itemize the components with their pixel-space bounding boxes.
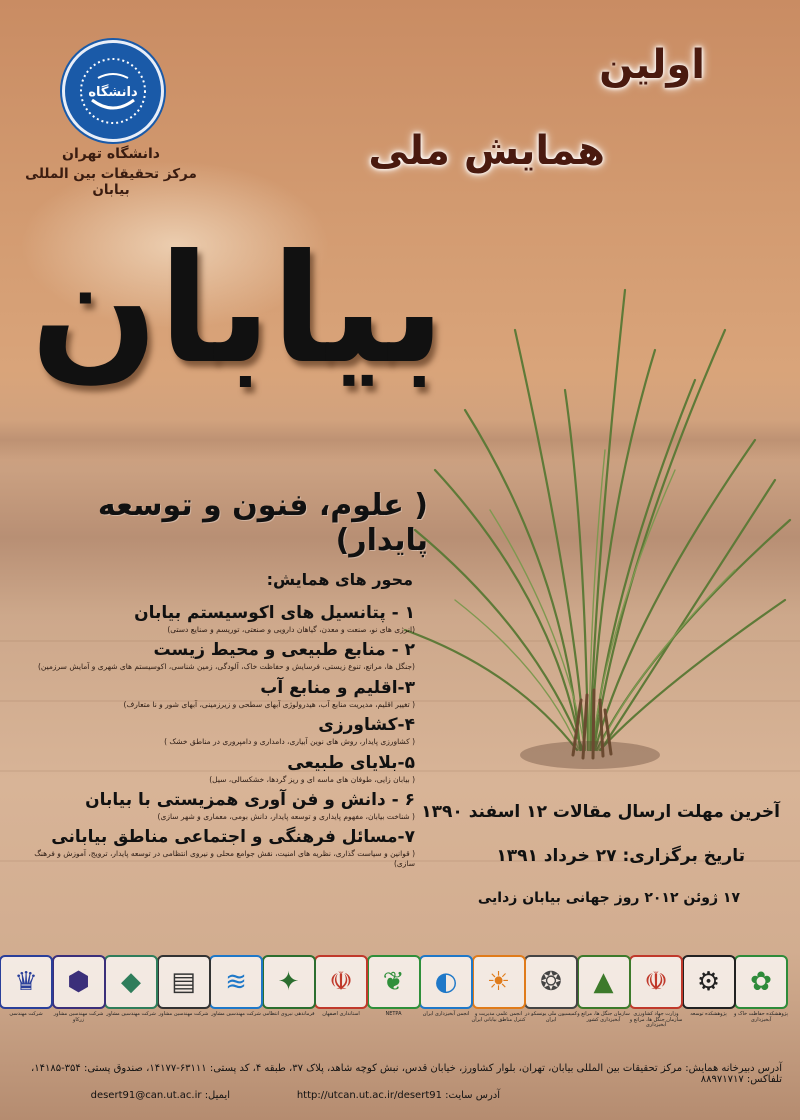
topic-item — [15, 715, 415, 746]
sponsor-caption: کمیسیون ملی یونسکو در ایران — [524, 1011, 578, 1023]
topic-description: ( تغییر اقلیم، مدیریت منابع آب، هیدرولوژی آبهای سطحی و زیرزمینی، آبهای شور و نا متعارف) — [123, 699, 415, 709]
desert-grass-illustration — [395, 270, 795, 790]
sponsor-caption: انجمن علمی مدیریت و کنترل مناطق بیابانی ایران — [471, 1011, 526, 1023]
topic-title: ۵-بلایای طبیعی — [287, 752, 415, 773]
sponsor-caption: شرکت مهندسین مشاور زرکاو — [53, 1011, 104, 1023]
sponsor-logo — [680, 955, 738, 1018]
sponsor-logo — [312, 955, 370, 1018]
topic-item — [15, 753, 415, 784]
sponsor-logo — [417, 955, 475, 1018]
netpa-icon: ❦ — [367, 955, 421, 1009]
center-name: مرکز تحقیقات بین المللی بیابان — [25, 166, 197, 198]
zarkav-emblem-icon: ⬢ — [52, 955, 106, 1009]
sponsor-caption: استانداری اصفهان — [322, 1011, 360, 1017]
landscape-emblem-icon: ▲ — [577, 955, 631, 1009]
submission-deadline: آخرین مهلت ارسال مقالات ۱۲ اسفند ۱۳۹۰ — [421, 802, 780, 822]
sponsor-caption: پژوهشکده حفاظت خاک و آبخیزداری — [734, 1011, 788, 1023]
footer-address: آدرس دبیرخانه همایش: مرکز تحقیقات بین المللی بیابان، تهران، بلوار کشاورز، خیابان قدس، نبش کوچه شاهد، پلاک ۳۷، طبقه ۴، کد پستی: ۶۳۱۱۱-۱۴۱۷۷، صندوق پستی: ۳۵۴-۱۴۱۸۵، تلفاکس: ۸۸۹۷۱۷۱۷ — [30, 1063, 782, 1085]
police-emblem-icon: ✦ — [262, 955, 316, 1009]
sponsor-logo — [0, 955, 55, 1018]
title-main: بیابان — [30, 223, 445, 397]
building-emblem-icon: ♛ — [0, 955, 53, 1009]
sponsor-caption: پژوهشکده توسعه — [690, 1011, 727, 1017]
university-logo-text: دانشگاه — [88, 85, 138, 100]
world-desert-day: ۱۷ ژوئن ۲۰۱۲ روز جهانی بیابان زدایی — [477, 890, 740, 906]
title-first: اولین — [599, 42, 705, 88]
footer-email — [91, 1090, 230, 1101]
topic-title: ۷-مسائل فرهنگی و اجتماعی مناطق بیابانی — [51, 827, 415, 848]
topic-title: ۲ - منابع طبیعی و محیط زیست — [153, 640, 415, 661]
sponsor-logo — [365, 955, 423, 1018]
stairs-emblem-icon: ▤ — [157, 955, 211, 1009]
topic-description: (جنگل ها، مراتع، تنوع زیستی، فرسایش و حفاظت خاک، آلودگی، زمین شناسی، اکوسیستم های شهری و آمایش سرزمین) — [37, 662, 415, 672]
sponsor-logo — [102, 955, 160, 1018]
sponsor-caption: NETPA — [385, 1011, 402, 1017]
sponsor-caption: شرکت مهندسین مشاور — [158, 1011, 209, 1017]
water-wave-icon: ≋ — [209, 955, 263, 1009]
topics-heading: محور های همایش: — [266, 570, 413, 589]
topic-description: ( بیابان زایی، طوفان های ماسه ای و ریز گردها، خشکسالی، سیل) — [209, 774, 415, 784]
university-name: دانشگاه تهران — [62, 146, 160, 162]
sponsor-logo — [627, 955, 685, 1029]
sponsor-caption: سازمان جنگل ها، مراتع و آبخیزداری کشور — [577, 1011, 630, 1023]
leaf-emblem-icon: ✿ — [734, 955, 788, 1009]
sponsor-logo — [732, 955, 790, 1023]
topic-title: ۱ - پتانسیل های اکوسیستم بیابان — [134, 603, 415, 623]
topics-section — [15, 570, 415, 874]
water-drop-icon: ◐ — [419, 955, 473, 1009]
sponsor-caption: شرکت مهندسین مشاور — [106, 1011, 156, 1017]
sponsor-logo — [155, 955, 213, 1018]
sponsor-logo — [575, 955, 633, 1023]
footer-site — [297, 1090, 500, 1101]
title-conference: همایش ملی — [368, 128, 605, 174]
email-label: ایمیل: — [204, 1090, 230, 1101]
university-logo — [62, 40, 164, 142]
sponsor-logo — [260, 955, 318, 1018]
sponsor-caption: شرکت مهندسین مشاور — [211, 1011, 261, 1017]
sponsor-logo — [207, 955, 265, 1018]
sponsor-caption: انجمن آبخیزداری ایران — [422, 1011, 470, 1017]
topic-item — [15, 827, 415, 868]
sponsor-logo — [470, 955, 528, 1023]
title-subtitle: ( علوم، فنون و توسعه پایدار) — [97, 488, 428, 558]
site-label: آدرس سایت: — [445, 1090, 500, 1101]
topic-description: ( کشاورزی پایدار، روش های نوین آبیاری، دامداری و دامپروری در مناطق خشک ) — [164, 737, 415, 747]
topic-item — [15, 678, 415, 709]
event-date: تاریخ برگزاری: ۲۷ خرداد ۱۳۹۱ — [496, 846, 745, 866]
topic-title: ۳-اقلیم و منابع آب — [260, 677, 415, 698]
site-link[interactable]: http://utcan.ut.ac.ir/desert91 — [296, 1090, 442, 1101]
un-emblem-icon: ❂ — [524, 955, 578, 1009]
sponsor-logo — [50, 955, 108, 1023]
iran-emblem-2-icon: ☫ — [314, 955, 368, 1009]
zagros-emblem-icon: ◆ — [104, 955, 158, 1009]
iran-emblem-icon: ☫ — [629, 955, 683, 1009]
sponsor-logo — [522, 955, 580, 1023]
sponsor-caption: وزارت جهاد کشاورزی سازمان جنگل ها، مراتع و آبخیزداری — [629, 1011, 683, 1028]
topic-item — [15, 603, 415, 634]
gear-emblem-icon: ⚙ — [682, 955, 736, 1009]
sponsor-caption: شرکت مهندسی — [9, 1011, 43, 1017]
desert-sun-icon: ☀ — [472, 955, 526, 1009]
topic-title: ۶ - دانش و فن آوری همزیستی با بیابان — [85, 789, 415, 810]
topic-description: ( قوانین و سیاست گذاری، نظریه های امنیت، نقش جوامع محلی و نیروی انتظامی در توسعه پایدار، ترویج، آموزش و فرهنگ سازی) — [34, 849, 415, 868]
topic-title: ۴-کشاورزی — [318, 715, 415, 736]
sponsor-caption: فرماندهی نیروی انتظامی — [262, 1011, 315, 1017]
topic-item — [15, 640, 415, 671]
university-seal-icon — [78, 56, 148, 126]
topic-description: (انرژی های نو، صنعت و معدن، گیاهان دارویی و صنعتی، توریسم و صنایع دستی) — [167, 625, 415, 634]
topic-item — [15, 790, 415, 821]
email-link[interactable]: desert91@can.ut.ac.ir — [90, 1090, 202, 1101]
topic-description: ( شناخت بیابان، مفهوم پایداری و توسعه پایدار، دانش بومی، معماری و شهر سازی) — [157, 811, 415, 821]
